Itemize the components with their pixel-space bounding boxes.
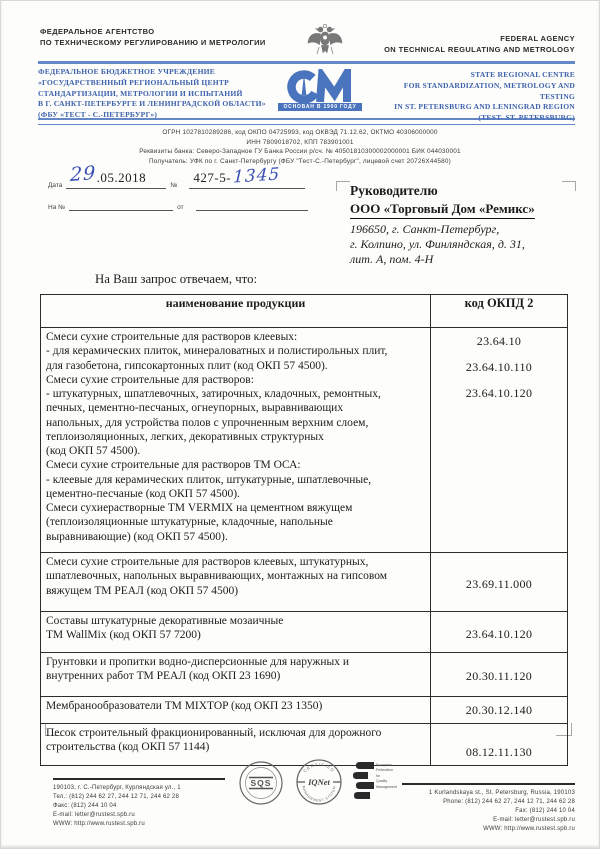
table-row [41,553,568,612]
svg-text:MANAGEMENT SYSTEM: MANAGEMENT SYSTEM [301,785,337,803]
iqnet-certification-stamp [295,758,343,811]
handwritten-number: 1345 [232,164,281,188]
iqnet-icon [295,758,343,806]
column-header-product: наименование продукции [41,295,431,328]
corner-mark-top-left [336,181,350,191]
sqs-icon [238,760,284,806]
okpd-code: 08.12.11.130 [431,724,568,766]
recipient-block [350,183,575,267]
date-field [66,162,166,189]
footer-address-en: 1 Kurlandskaya st., St. Petersburg, Russia, 190103 Phone: (812) 244 62 27, 244 12 71, 244 62 28 Fax: (812) 244 10 04 E-mail: letter@rustest.spb.ru WWW: http://www.rustest.spb.ru [428,790,575,832]
organisation-banner [38,67,575,124]
recipient-address: 196650, г. Санкт-Петербург, г. Колпино, ул. Финляндская, д. 31, лит. А, пом. 4-Н [350,222,525,267]
organisation-name-ru: ФЕДЕРАЛЬНОЕ БЮДЖЕТНОЕ УЧРЕЖДЕНИЕ «ГОСУДАРСТВЕННЫЙ РЕГИОНАЛЬНЫЙ ЦЕНТР СТАНДАРТИЗАЦИИ, МЕТРОЛОГИИ И ИСПЫТАНИЙ В Г. САНКТ-ПЕТЕРБУРГЕ И ЛЕНИНГРАДСКОЙ ОБЛАСТИ» (ФБУ «ТЕСТ - С.-ПЕТЕРБУРГ») [38,67,266,120]
product-description: Смеси сухие строительные для растворов клеевых: - для керамических плиток, минераловатных и полистирольных плит, для газобетона, гипсокартонных плит (код ОКП 57 4500). Смеси сухие строительные для растворов: - штукатурных, шпатлевочных, затирочных, кладочных, ремонтных, печных, цементно-песчаных, огнеупорных, выравнивающих напольных, для устройства полов с упрочненным верхним слоем, теплоизоляционных, легких, декоративных структурных (код ОКП 57 4500). Смеси сухие строительные для растворов ТМ ОСА: - клеевые для керамических плиток, штукатурные, шпатлевочные, цементно-песчаные (код ОКП 57 4500). Смеси сухиерастворные ТМ VERMIX на цементном вяжущем (теплоизоляционные штукатурные, кладочные, напольные выравнивающие) (код ОКП 57 4500). [41,328,431,553]
organisation-name-en: STATE REGIONAL CENTRE FOR STANDARDIZATION, METROLOGY AND TESTING IN ST. PETERSBURG AND LENINGRAD REGION (TEST- ST. PETERSBURG) [394,70,575,123]
header-divider [38,61,575,64]
svg-text:CERTIFIED: CERTIFIED [302,761,336,774]
agency-name-en: FEDERAL AGENCY ON TECHNICAL REGULATING AND METROLOGY [384,34,575,55]
coat-of-arms [295,23,355,57]
recipient-title: Руководителю [350,183,438,198]
okpd-code: 20.30.11.120 [431,653,568,697]
logo-caption: ОСНОВАН В 1900 ГОДУ [278,103,361,111]
date-label: Дата [48,182,63,189]
svg-text:SQS: SQS [250,778,272,788]
footer-address-ru: 190103, г. С.-Петербург, Курляндская ул., 1 Тел.: (812) 244 62 27, 244 12 71, 244 62 28 Факс: (812) 244 10 04 E-mail: letter@rustest.spb.ru WWW: http://www.rustest.spb.ru [53,785,181,827]
cm-monogram-icon [276,69,364,105]
ref-label: На № [48,204,66,211]
product-description: Составы штукатурные декоративные мозаичные ТМ WallMix (код ОКП 57 7200) [41,612,431,653]
reference-line [48,193,308,211]
handwritten-day: 29 [70,162,97,186]
typed-date: .05.2018 [96,170,147,185]
table-row [41,612,568,653]
products-table [40,294,568,766]
from-field [196,195,308,211]
efqm-certification-stamp [352,761,376,810]
agency-header [40,26,575,57]
agency-name-ru: ФЕДЕРАЛЬНОЕ АГЕНТСТВО ПО ТЕХНИЧЕСКОМУ РЕГУЛИРОВАНИЮ И МЕТРОЛОГИИ [40,27,266,48]
product-description: Грунтовки и пропитки водно-дисперсионные для наружных и внутренних работ ТМ РЕАЛ (код ОКП 23 1690) [41,653,431,697]
from-label: от [177,204,184,211]
footer-rule-right [402,783,575,785]
number-field [189,164,305,189]
table-row [41,697,568,724]
date-number-line [48,162,305,189]
svg-text:IQNet: IQNet [308,777,330,787]
product-description: Смеси сухие строительные для растворов клеевых, штукатурных, шпатлевочных, напольных выравнивающих, монтажных на гипсовом вяжущем ТМ РЕАЛ (код ОКП 57 4500) [41,553,431,612]
table-row [41,328,568,553]
letter-intro: На Ваш запрос отвечаем, что: [95,272,258,286]
column-header-code: код ОКПД 2 [431,295,568,328]
sqs-certification-stamp [238,760,284,811]
okpd-codes: 23.64.10 23.64.10.110 23.64.10.120 [431,328,568,553]
banner-divider [38,118,575,125]
bank-requisites: ОГРН 1027810289286, код ОКПО 04725993, код ОКВЭД 71.12.62, ОКТМО 40306000000 ИНН 7809018702, КПП 783901001 Реквизиты банка: Северо-Западное ГУ Банка России р/сч. № 40501810300002000001 БИК 044030001 Получатель: УФК по г. Санкт-Петербургу (ФБУ "Тест-С.-Петербург", лицевой счет 20726X44580) [139,129,461,165]
typed-number: 427-5- [193,170,232,185]
efqm-icon [352,761,376,805]
product-description: Песок строительный фракционированный, исключая для дорожного строительства (код ОКП 57 1144) [41,724,431,766]
footer-rule-left [53,778,225,780]
number-label: № [170,182,178,189]
recipient-organisation: ООО «Торговый Дом «Ремикс» [350,201,535,219]
table-row [41,653,568,697]
okpd-code: 20.30.12.140 [431,697,568,724]
ref-field [69,195,173,211]
table-header-row [41,295,568,328]
product-description: Мембранообразователи ТМ MIXTOP (код ОКП 23 1350) [41,697,431,724]
okpd-code: 23.69.11.000 [431,553,568,612]
double-eagle-icon [306,23,344,57]
centre-logo [270,69,370,111]
efqm-caption: European Federation for Quality Management [376,763,397,789]
okpd-code: 23.64.10.120 [431,612,568,653]
